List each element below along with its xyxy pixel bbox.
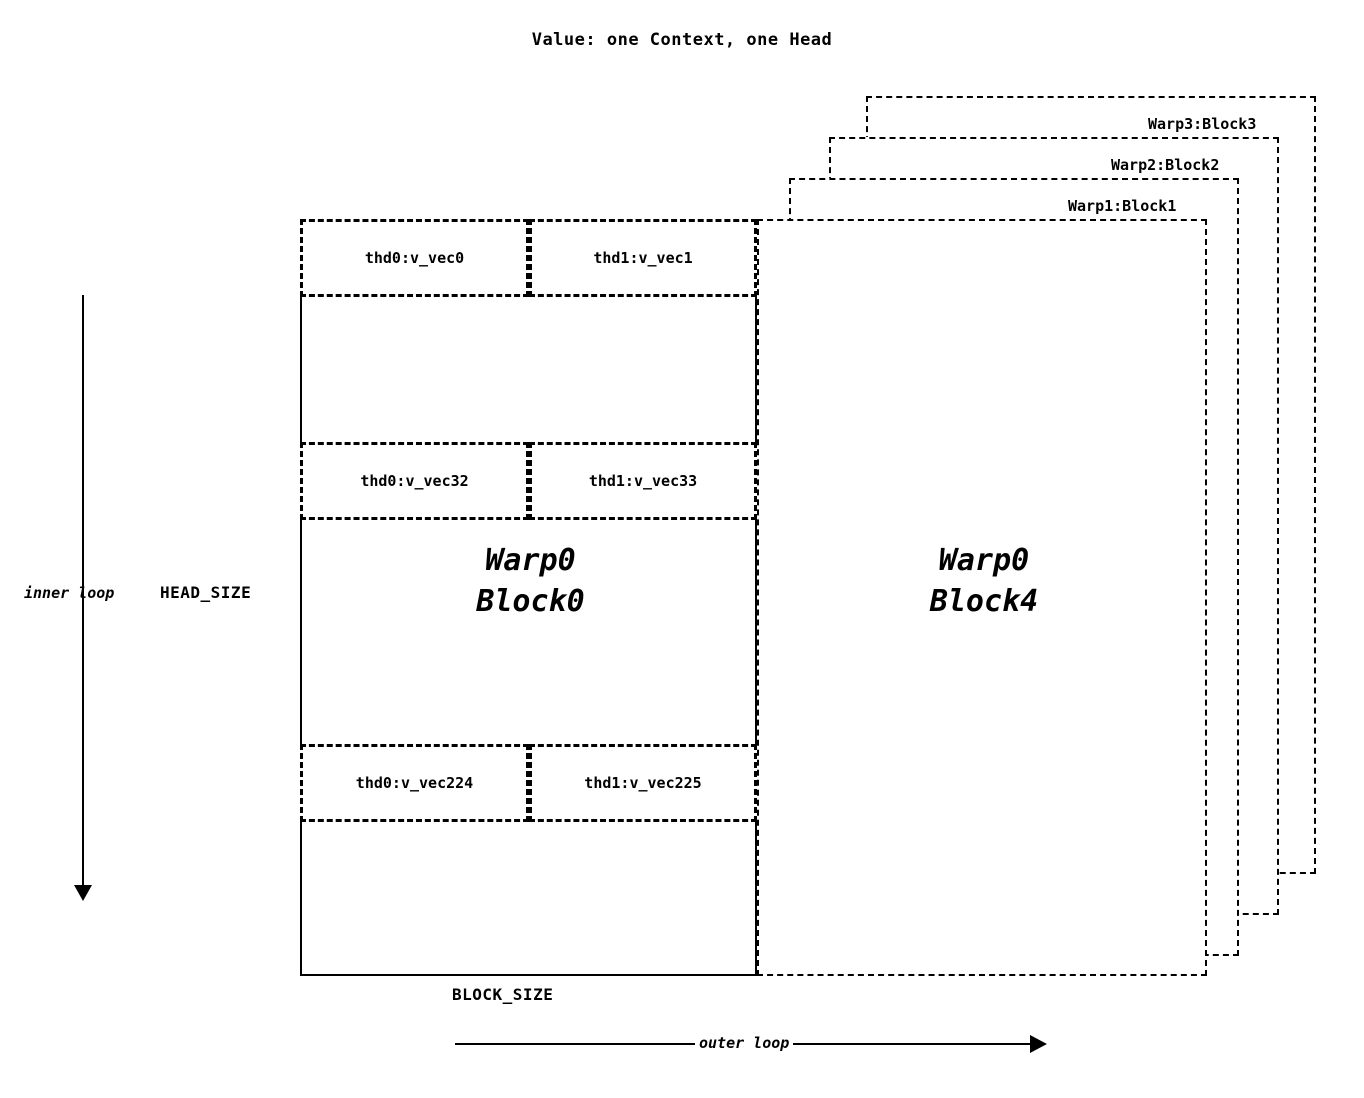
block0-block: Block0	[476, 583, 585, 619]
thread-cell-thd0-vec224: thd0:v_vec224	[300, 744, 529, 822]
thread-cell-thd1-vec33: thd1:v_vec33	[529, 442, 757, 520]
inner-loop-label: inner loop	[24, 584, 115, 602]
block4-warp: Warp0	[938, 543, 1030, 578]
block0-warp: Warp0	[485, 543, 576, 578]
head-size-label: HEAD_SIZE	[160, 583, 252, 602]
block-size-label: BLOCK_SIZE	[452, 985, 554, 1004]
block0-label	[302, 541, 759, 622]
thread-cell-thd1-vec225: thd1:v_vec225	[529, 744, 757, 822]
stack-label-block1: Warp1:Block1	[1068, 197, 1177, 215]
block4-block: Block4	[929, 583, 1039, 619]
page-title: Value: one Context, one Head	[531, 30, 833, 50]
inner-loop-arrow-head-icon	[74, 885, 92, 901]
block-card-block0	[300, 219, 757, 976]
stack-label-block2: Warp2:Block2	[1111, 156, 1220, 174]
block4-label	[759, 541, 1209, 622]
thread-cell-thd0-vec32: thd0:v_vec32	[300, 442, 529, 520]
outer-loop-label: outer loop	[695, 1034, 793, 1052]
thread-cell-thd0-vec0: thd0:v_vec0	[300, 219, 529, 297]
outer-loop-arrow-head-icon	[1030, 1035, 1047, 1053]
block-card-block4	[757, 219, 1207, 976]
thread-cell-thd1-vec1: thd1:v_vec1	[529, 219, 757, 297]
stack-label-block3: Warp3:Block3	[1148, 115, 1257, 133]
